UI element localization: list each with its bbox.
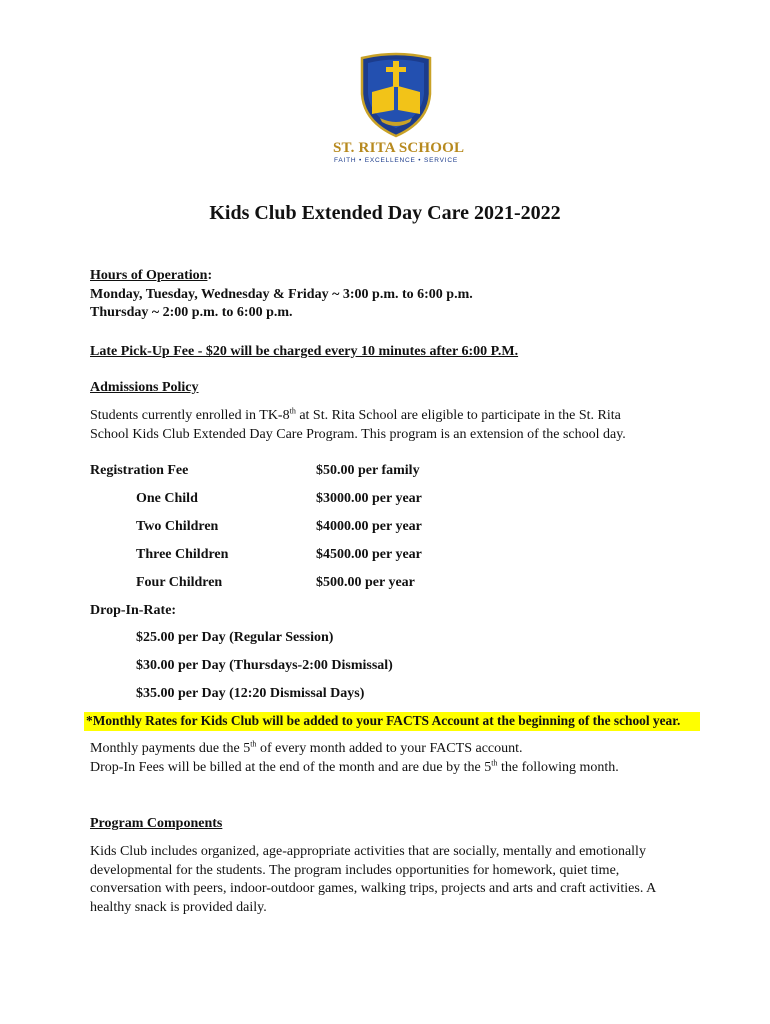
- fee-row-value: $4000.00 per year: [316, 519, 422, 534]
- fee-row-value: $3000.00 per year: [316, 491, 422, 506]
- hours-line-1: Monday, Tuesday, Wednesday & Friday ~ 3:00 p.m. to 6:00 p.m.: [90, 286, 473, 302]
- fee-row-label: Four Children: [136, 575, 223, 590]
- registration-fee-value: $50.00 per family: [316, 463, 420, 478]
- fee-row-value: $4500.00 per year: [316, 547, 422, 562]
- fee-row-label: Three Children: [136, 547, 229, 562]
- drop-in-rate: $30.00 per Day (Thursdays-2:00 Dismissal): [136, 658, 393, 673]
- hours-heading: Hours of Operation: [90, 268, 208, 283]
- drop-in-rate: $25.00 per Day (Regular Session): [136, 630, 334, 645]
- program-heading: Program Components: [90, 816, 223, 831]
- page-title: Kids Club Extended Day Care 2021-2022: [209, 202, 561, 224]
- admissions-text: Students currently enrolled in TK-8th at St. Rita School are eligible to participate in the St. Rita School Kids Club Extended Day Care Program. This program is an extension of the school day.: [90, 406, 626, 442]
- hours-section: Hours of Operation: Monday, Tuesday, Wednesday & Friday ~ 3:00 p.m. to 6:00 p.m. Thursday ~ 2:00 p.m. to 6:00 p.m.: [90, 267, 473, 323]
- drop-in-heading: Drop-In-Rate:: [90, 603, 177, 618]
- fee-row-label: One Child: [136, 491, 198, 506]
- program-text: Kids Club includes organized, age-appropriate activities that are socially, mentally and emotionally developmental for the students. The program includes opportunities for homework, quiet time, conversation with peers, indoor-outdoor games, walking trips, projects and arts and craft activities. A healthy snack is provided daily.: [90, 844, 657, 915]
- late-fee-notice: Late Pick-Up Fee - $20 will be charged every 10 minutes after 6:00 P.M.: [90, 344, 519, 359]
- payments-text: Monthly payments due the 5th of every month added to your FACTS account. Drop-In Fees will be billed at the end of the month and are due by the 5th the following month.: [90, 739, 619, 775]
- shield-crest-icon: [358, 52, 434, 138]
- school-logo: [333, 52, 465, 172]
- logo-tagline: FAITH • EXCELLENCE • SERVICE: [333, 157, 458, 164]
- admissions-heading: Admissions Policy: [90, 380, 199, 395]
- drop-in-rate: $35.00 per Day (12:20 Dismissal Days): [136, 686, 365, 701]
- fee-row-label: Two Children: [136, 519, 219, 534]
- hours-line-2: Thursday ~ 2:00 p.m. to 6:00 p.m.: [90, 305, 293, 320]
- fee-row-value: $500.00 per year: [316, 575, 415, 590]
- logo-school-name: ST. RITA SCHOOL: [333, 140, 465, 156]
- monthly-rates-note: *Monthly Rates for Kids Club will be added to your FACTS Account at the beginning of the school year.: [86, 713, 681, 728]
- registration-fee-label: Registration Fee: [90, 463, 189, 478]
